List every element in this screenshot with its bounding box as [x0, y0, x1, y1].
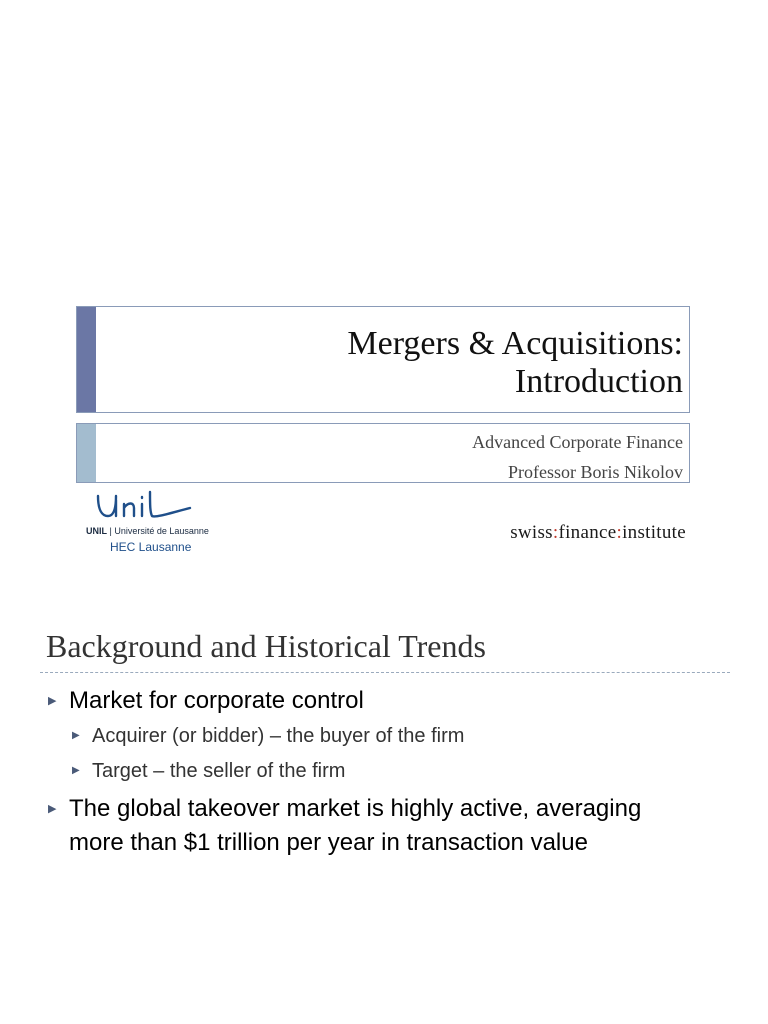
swiss-finance-institute-logo	[510, 522, 686, 544]
sfi-word-swiss: swiss	[510, 522, 553, 543]
bullet-arrow-icon: ▶	[48, 695, 57, 707]
unil-abbrev: UNIL	[86, 526, 107, 536]
subtitle-course: Advanced Corporate Finance	[472, 432, 683, 452]
title-line-2: Introduction	[514, 363, 683, 400]
hec-caption: HEC Lausanne	[110, 540, 192, 554]
slide-subtitle	[472, 427, 683, 487]
unil-caption	[86, 526, 209, 536]
unil-script-icon	[94, 490, 194, 526]
sfi-separator-2: :	[616, 522, 623, 543]
sfi-word-finance: finance	[558, 522, 617, 543]
title-line-1: Mergers & Acquisitions:	[347, 325, 683, 362]
sub-bullet-text: Acquirer (or bidder) – the buyer of the firm	[92, 725, 465, 747]
bullet-text: Market for corporate control	[69, 687, 364, 714]
subtitle-professor: Professor Boris Nikolov	[508, 462, 683, 482]
unil-fullname: | Université de Lausanne	[107, 526, 209, 536]
bullet-text-line-2: more than $1 trillion per year in transaction value	[69, 829, 588, 856]
sfi-word-institute: institute	[622, 522, 686, 543]
bullet-arrow-icon: ▶	[48, 803, 57, 815]
bullet-arrow-icon: ▶	[72, 730, 80, 741]
unil-hec-logo	[86, 490, 226, 560]
subtitle-accent-bar	[77, 424, 96, 482]
content-slide	[0, 580, 768, 1024]
bullet-arrow-icon: ▶	[72, 765, 80, 776]
title-divider	[40, 672, 730, 673]
content-slide-title: Background and Historical Trends	[46, 628, 486, 664]
sfi-separator-1: :	[552, 522, 559, 543]
title-box	[76, 306, 690, 413]
bullet-text-line-1: The global takeover market is highly active, averaging	[69, 795, 642, 822]
title-accent-bar	[77, 307, 96, 412]
slide-title	[347, 325, 683, 401]
sub-bullet-text: Target – the seller of the firm	[92, 760, 346, 782]
subtitle-box	[76, 423, 690, 483]
